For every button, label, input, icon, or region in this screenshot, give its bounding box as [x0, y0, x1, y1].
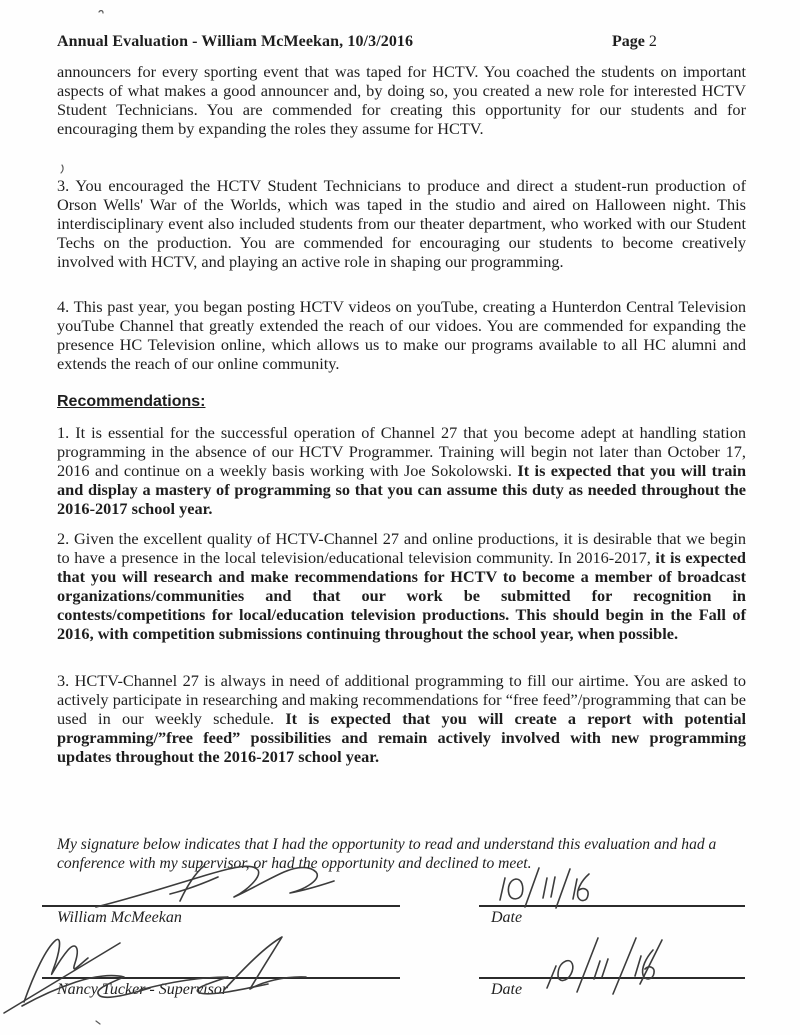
supervisor-date-line — [479, 977, 745, 979]
recommendation-2 — [57, 529, 746, 643]
supervisor-name-label: Nancy Tucker - Supervisor — [57, 981, 229, 998]
recommendations-heading: Recommendations: — [57, 393, 206, 410]
page-number-indicator — [612, 33, 657, 51]
employee-date-line — [479, 905, 745, 907]
employee-handwritten-date — [500, 868, 589, 908]
recommendation-3-text: 3. HCTV-Channel 27 is always in need of additional programming to fill our airtime. You are asked to actively participate in researching and making recommendations for “free feed”/programming that can be used in our weekly schedule. — [57, 671, 746, 728]
signature-acknowledgement-note: My signature below indicates that I had the opportunity to read and understand this evaluation and had a conference with my supervisor, or had the opportunity and declined to meet. — [57, 836, 717, 872]
employee-date-label: Date — [491, 909, 523, 926]
page-number: 2 — [648, 33, 657, 50]
page-label: Page — [612, 33, 645, 50]
recommendation-2-text: 2. Given the excellent quality of HCTV-Channel 27 and online productions, it is desirable that we begin to have a presence in the local television/educational television community. In 2016-2017, — [57, 529, 746, 567]
employee-signature-line — [42, 905, 400, 907]
supervisor-date-label: Date — [491, 981, 523, 998]
recommendation-1-expectation: It is expected that you will train and display a mastery of programming so that you can assume this duty as needed throughout the 2016-2017 school year. — [57, 461, 747, 518]
recommendation-2-expectation: it is expected that you will research and make recommendations for HCTV to become a member of broadcast organizations/communities and that our work be submitted for recognition in contests/competitions for local/education television productions. This should begin in the Fall of 2016, with competition submissions continuing throughout the school year, when possible. — [57, 548, 746, 643]
supervisor-signature-handwriting — [4, 937, 306, 1013]
employee-name-label: William McMeekan — [57, 909, 182, 926]
paragraph-item-4: 4. This past year, you began posting HCTV videos on youTube, creating a Hunterdon Central Television youTube Channel that greatly extended the reach of our vidoes. You are commended for expanding the presence HC Television online, which allows us to make our programs available to all HC alumni and extends the reach of our online community. — [57, 297, 746, 373]
document-header-title: Annual Evaluation - William McMeekan, 10/3/2016 — [57, 33, 414, 50]
supervisor-handwritten-date — [547, 938, 662, 994]
recommendation-1 — [57, 423, 746, 518]
recommendation-1-text: 1. It is essential for the successful operation of Channel 27 that you become adept at handling station programming in the absence of our HCTV Programmer. Training will begin not later than October 17, 2016 and continue on a weekly basis working with Joe Sokolowski. — [57, 423, 746, 480]
paragraph-item-3: 3. You encouraged the HCTV Student Technicians to produce and direct a student-run production of Orson Wells' War of the Worlds, which was taped in the studio and aired on Halloween night. This interdisciplinary event also included students from our theater department, who worked with our Student Techs on the production. You are commended for encouraging our students to become creatively involved with HCTV, and playing an active role in shaping our programming. — [57, 176, 746, 271]
recommendation-3-expectation: It is expected that you will create a report with potential programming/”free feed” possibilities and remain actively involved with new programming updates throughout the 2016-2017 school year. — [57, 709, 746, 766]
paragraph-continuation: announcers for every sporting event that was taped for HCTV. You coached the students on important aspects of what makes a good announcer and, by doing so, you created a new role for interested HCTV Student Technicians. You are commended for creating this opportunity for our students and for encouraging them by expanding the roles they assume for HCTV. — [57, 62, 746, 138]
recommendation-3 — [57, 671, 746, 766]
supervisor-signature-line — [42, 977, 400, 979]
